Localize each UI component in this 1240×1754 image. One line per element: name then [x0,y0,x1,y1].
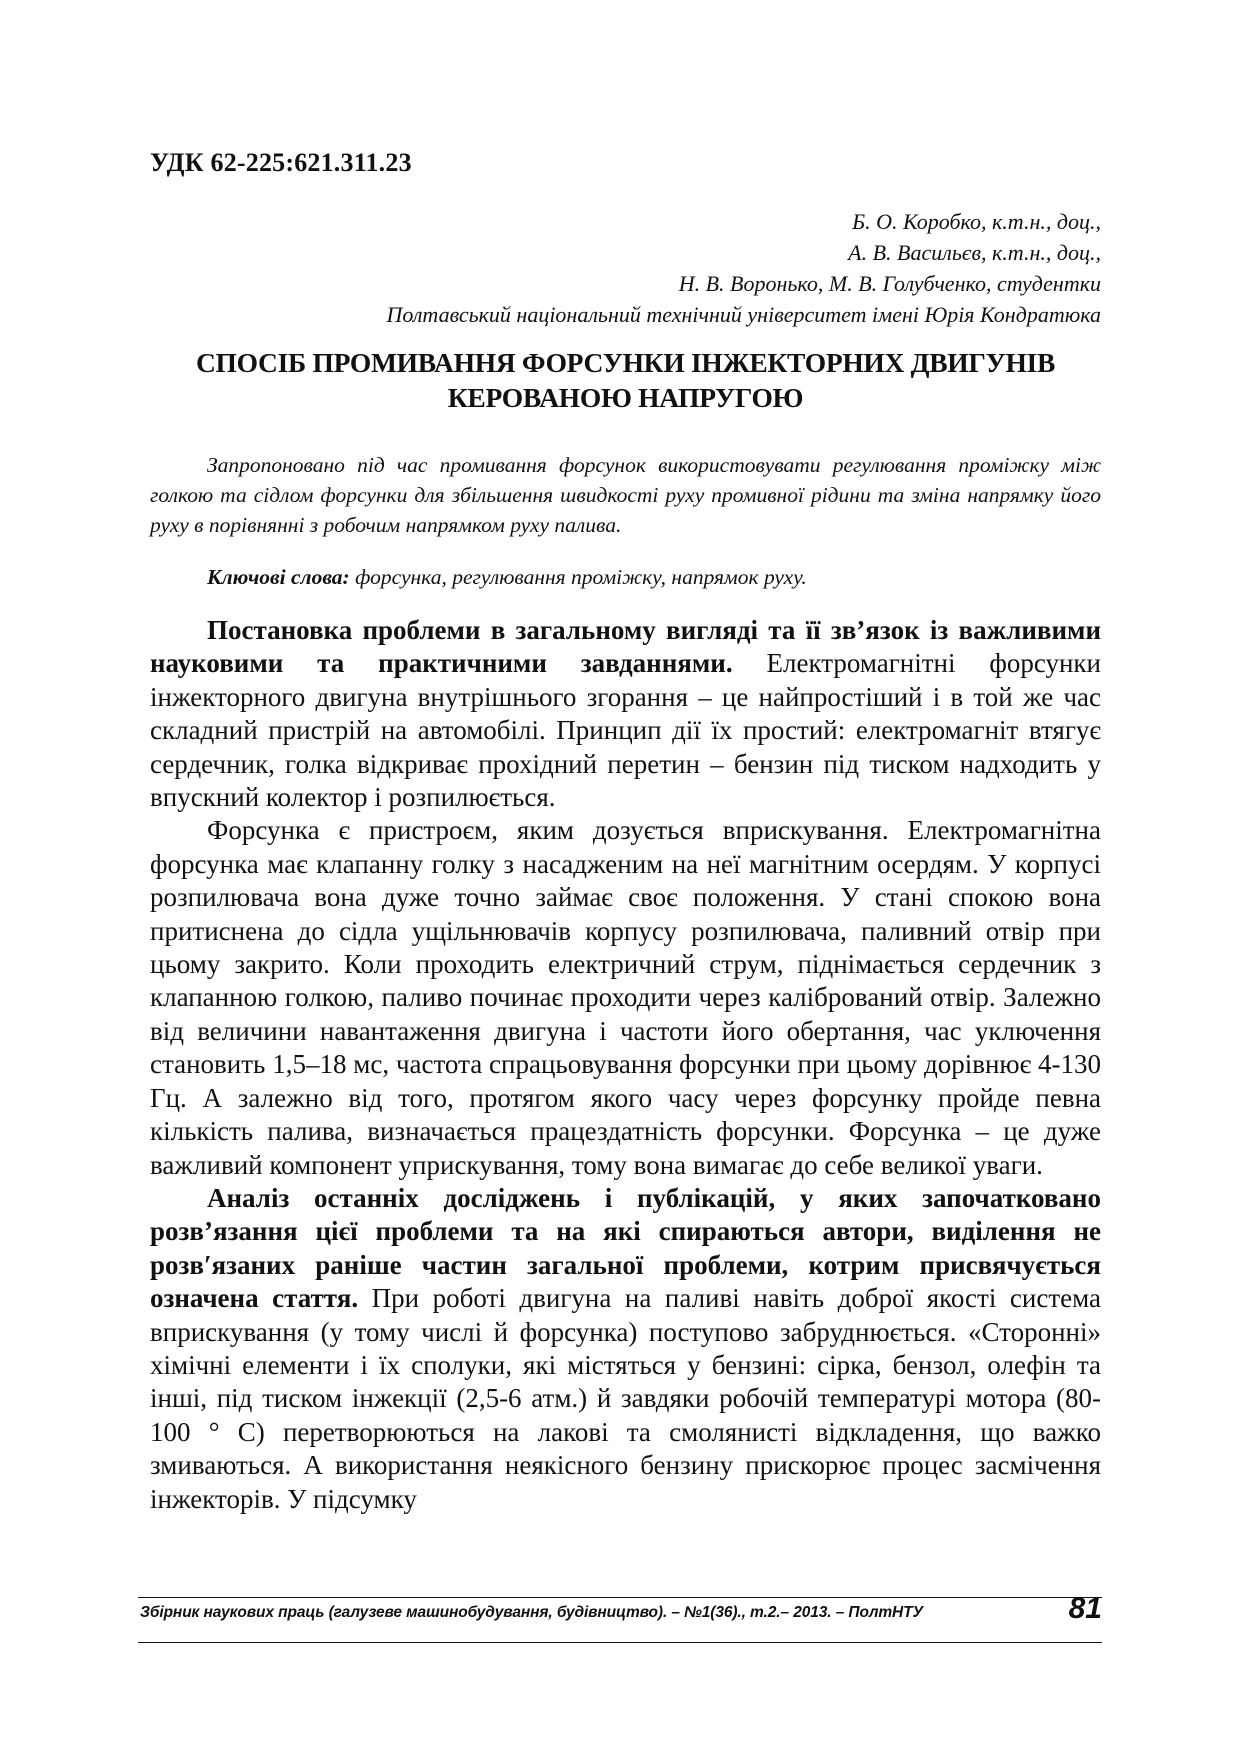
title-line: СПОСІБ ПРОМИВАННЯ ФОРСУНКИ ІНЖЕКТОРНИХ ДВИГУНІВ [195,347,1055,378]
author-line: Н. В. Воронько, М. В. Голубченко, студентки [678,271,1101,296]
author-block [201,206,1101,330]
author-line: Б. О. Коробко, к.т.н., доц., [852,209,1101,234]
keywords-label: Ключові слова: [207,565,350,589]
paragraph [150,614,1101,814]
keywords-text: форсунка, регулювання проміжку, напрямок руху. [349,565,807,589]
footer-divider [138,1642,1102,1643]
section-heading: Постановка проблеми в загальному вигляді та її зв’язок із важливими науковими та практичними завданнями. [150,615,1101,679]
paragraph-text: Електромагнітні форсунки інжекторного двигуна внутрішнього згорання – це найпростіший і в той же час складний пристрій на автомобілі. Принцип дії їх простий: електромагніт втягує сердечник, голка відкриває прохідний перетин – бензин під тиском надходить у впускний колектор і розпилюється. [150,648,1101,813]
title-line: КЕРОВАНОЮ НАПРУГОЮ [447,382,804,413]
paragraph [150,1182,1101,1516]
author-line: А. В. Васильєв, к.т.н., доц., [848,240,1101,265]
affiliation: Полтавський національний технічний університет імені Юрія Кондратюка [386,302,1101,327]
section-heading: Аналіз останніх досліджень і публікацій, у яких започатковано розв’язання цієї проблеми та на які спираються автори, виділення не розв′язаних раніше частин загальної проблеми, котрим присвячується означена стаття. [150,1182,1101,1314]
udk-code: УДК 62-225:621.311.23 [150,148,412,177]
journal-footer: Збірник наукових праць (галузеве машинобудування, будівництво). – №1(36)., т.2.– 2013. – ПолтНТУ [140,1604,923,1621]
paper-title [150,345,1101,415]
page-number: 81 [1068,1592,1102,1625]
body-text [150,614,1101,1516]
abstract: Запропоновано під час промивання форсунок використовувати регулювання проміжку між голкою та сідлом форсунки для збільшення швидкості руху промивної рідини та зміна напрямку його руху в порівнянні з робочим напрямком руху палива. [150,453,1101,537]
paragraph-text: При роботі двигуна на паливі навіть доброї якості система вприскування (у тому числі й форсунка) поступово забруднюється. «Сторонні» хімічні елементи і їх сполуки, які містяться у бензині: сірка, бензол, олефін та інші, під тиском інжекції (2,5-6 атм.) й завдяки робочій температурі мотора (80-100 ° С) перетворюються на лакові та смолянисті відкладення, що важко змиваються. А використання неякісного бензину прискорює процес засмічення інжекторів. У підсумку [150,1283,1101,1514]
footer-divider [138,1597,1102,1598]
keywords [150,562,1101,592]
paragraph: Форсунка є пристроєм, яким дозується вприскування. Електромагнітна форсунка має клапанну голку з насадженим на неї магнітним осердям. У корпусі розпилювача вона дуже точно займає своє положення. У стані спокою вона притиснена до сідла ущільнювачів корпусу розпилювача, паливний отвір при цьому закрито. Коли проходить електричний струм, піднімається сердечник з клапанною голкою, паливо починає проходити через калібрований отвір. Залежно від величини навантаження двигуна і частоти його обертання, час уключення становить 1,5–18 мс, частота спрацьовування форсунки при цьому дорівнює 4-130 Гц. А залежно від того, протягом якого часу через форсунку пройде певна кількість палива, визначається працездатність форсунки. Форсунка – це дуже важливий компонент уприскування, тому вона вимагає до себе великої уваги. [150,815,1101,1180]
